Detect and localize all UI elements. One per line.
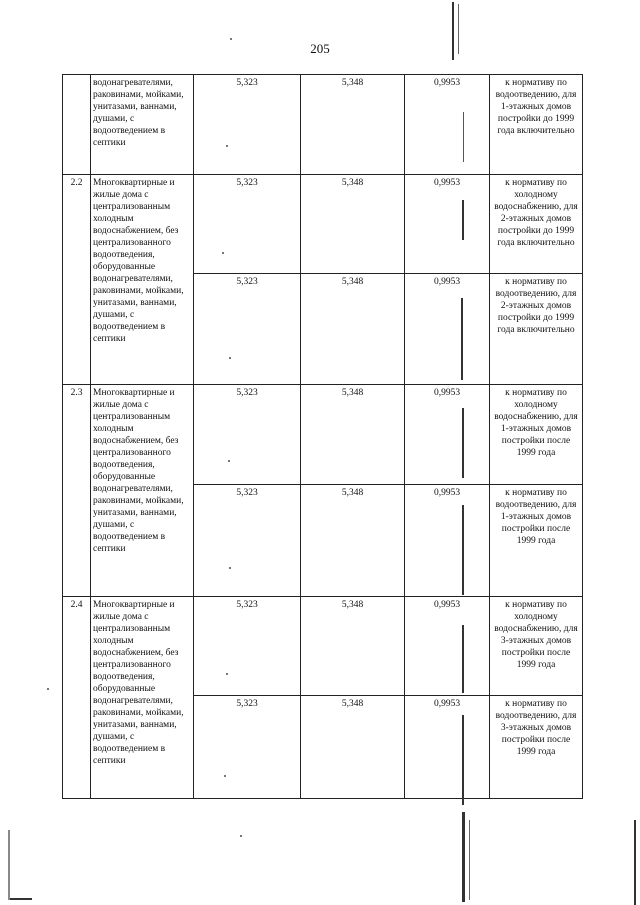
coefficient-cell: 0,9953: [405, 385, 490, 485]
scan-artifact-line: [8, 898, 32, 900]
note-cell: к нормативу по водоотведению, для 3-этажных домов постройки после 1999 года: [490, 696, 583, 799]
scan-artifact-dot: [230, 38, 232, 40]
scan-artifact-line: [458, 4, 459, 54]
value-cell: 5,323: [194, 597, 301, 696]
value-cell: 5,348: [301, 696, 405, 799]
scan-artifact-dot: [226, 673, 228, 675]
description-cell: водонагревателями, раковинами, мойками, унитазами, ваннами, душами, с водоотведением в септики: [91, 75, 194, 175]
scan-artifact-line: [462, 625, 464, 693]
value-cell: 5,323: [194, 75, 301, 175]
scan-artifact-line: [462, 408, 464, 478]
value-cell: 5,323: [194, 696, 301, 799]
value-cell: 5,348: [301, 385, 405, 485]
coefficient-cell: 0,9953: [405, 175, 490, 274]
table-row: [63, 597, 583, 696]
note-cell: к нормативу по водоотведению, для 1-этажных домов постройки до 1999 года включительно: [490, 75, 583, 175]
scan-artifact-dot: [229, 567, 231, 569]
table-row: [63, 75, 583, 175]
coefficient-cell: 0,9953: [405, 485, 490, 597]
coefficient-cell: 0,9953: [405, 696, 490, 799]
value-cell: 5,348: [301, 485, 405, 597]
scan-artifact-dot: [228, 460, 230, 462]
tariff-table: [62, 74, 583, 799]
scan-artifact-line: [8, 830, 10, 900]
scan-artifact-line: [462, 812, 465, 902]
scan-artifact-line: [469, 820, 470, 900]
note-cell: к нормативу по холодному водоснабжению, для 2-этажных домов постройки до 1999 года включительно: [490, 175, 583, 274]
scan-artifact-line: [634, 820, 636, 905]
scan-artifact-dot: [229, 357, 231, 359]
value-cell: 5,348: [301, 175, 405, 274]
coefficient-cell: 0,9953: [405, 274, 490, 385]
scan-artifact-line: [462, 505, 464, 595]
coefficient-cell: 0,9953: [405, 75, 490, 175]
description-cell: Многоквартирные и жилые дома с централизованным холодным водоснабжением, без централизованного водоотведения, оборудованные водонагревателями, раковинами, мойками, унитазами, ваннами, душами, с водоотведением в септики: [91, 385, 194, 597]
value-cell: 5,348: [301, 597, 405, 696]
value-cell: 5,348: [301, 75, 405, 175]
description-cell: Многоквартирные и жилые дома с централизованным холодным водоснабжением, без централизованного водоотведения, оборудованные водонагревателями, раковинами, мойками, унитазами, ваннами, душами, с водоотведением в септики: [91, 175, 194, 385]
row-number-cell: 2.4: [63, 597, 91, 799]
note-cell: к нормативу по водоотведению, для 1-этажных домов постройки после 1999 года: [490, 485, 583, 597]
page-number: 205: [310, 41, 330, 56]
coefficient-cell: 0,9953: [405, 597, 490, 696]
scan-artifact-dot: [47, 688, 49, 690]
description-cell: Многоквартирные и жилые дома с централизованным холодным водоснабжением, без централизованного водоотведения, оборудованные водонагревателями, раковинами, мойками, унитазами, ваннами, душами, с водоотведением в септики: [91, 597, 194, 799]
value-cell: 5,323: [194, 274, 301, 385]
scan-artifact-dot: [226, 145, 228, 147]
note-cell: к нормативу по холодному водоснабжению, для 3-этажных домов постройки после 1999 года: [490, 597, 583, 696]
scan-artifact-dot: [240, 835, 242, 837]
scan-artifact-line: [462, 200, 464, 240]
scan-artifact-dot: [222, 252, 224, 254]
value-cell: 5,348: [301, 274, 405, 385]
scan-artifact-line: [452, 2, 454, 60]
value-cell: 5,323: [194, 485, 301, 597]
scan-artifact-line: [463, 112, 464, 162]
row-number-cell: [63, 75, 91, 175]
note-cell: к нормативу по водоотведению, для 2-этажных домов постройки до 1999 года включительно: [490, 274, 583, 385]
value-cell: 5,323: [194, 175, 301, 274]
row-number-cell: 2.3: [63, 385, 91, 597]
scan-artifact-line: [462, 715, 464, 805]
value-cell: 5,323: [194, 385, 301, 485]
table-row: [63, 175, 583, 274]
note-cell: к нормативу по холодному водоснабжению, для 1-этажных домов постройки после 1999 года: [490, 385, 583, 485]
table-row: [63, 385, 583, 485]
scan-artifact-line: [461, 298, 463, 380]
row-number-cell: 2.2: [63, 175, 91, 385]
scan-artifact-dot: [224, 775, 226, 777]
